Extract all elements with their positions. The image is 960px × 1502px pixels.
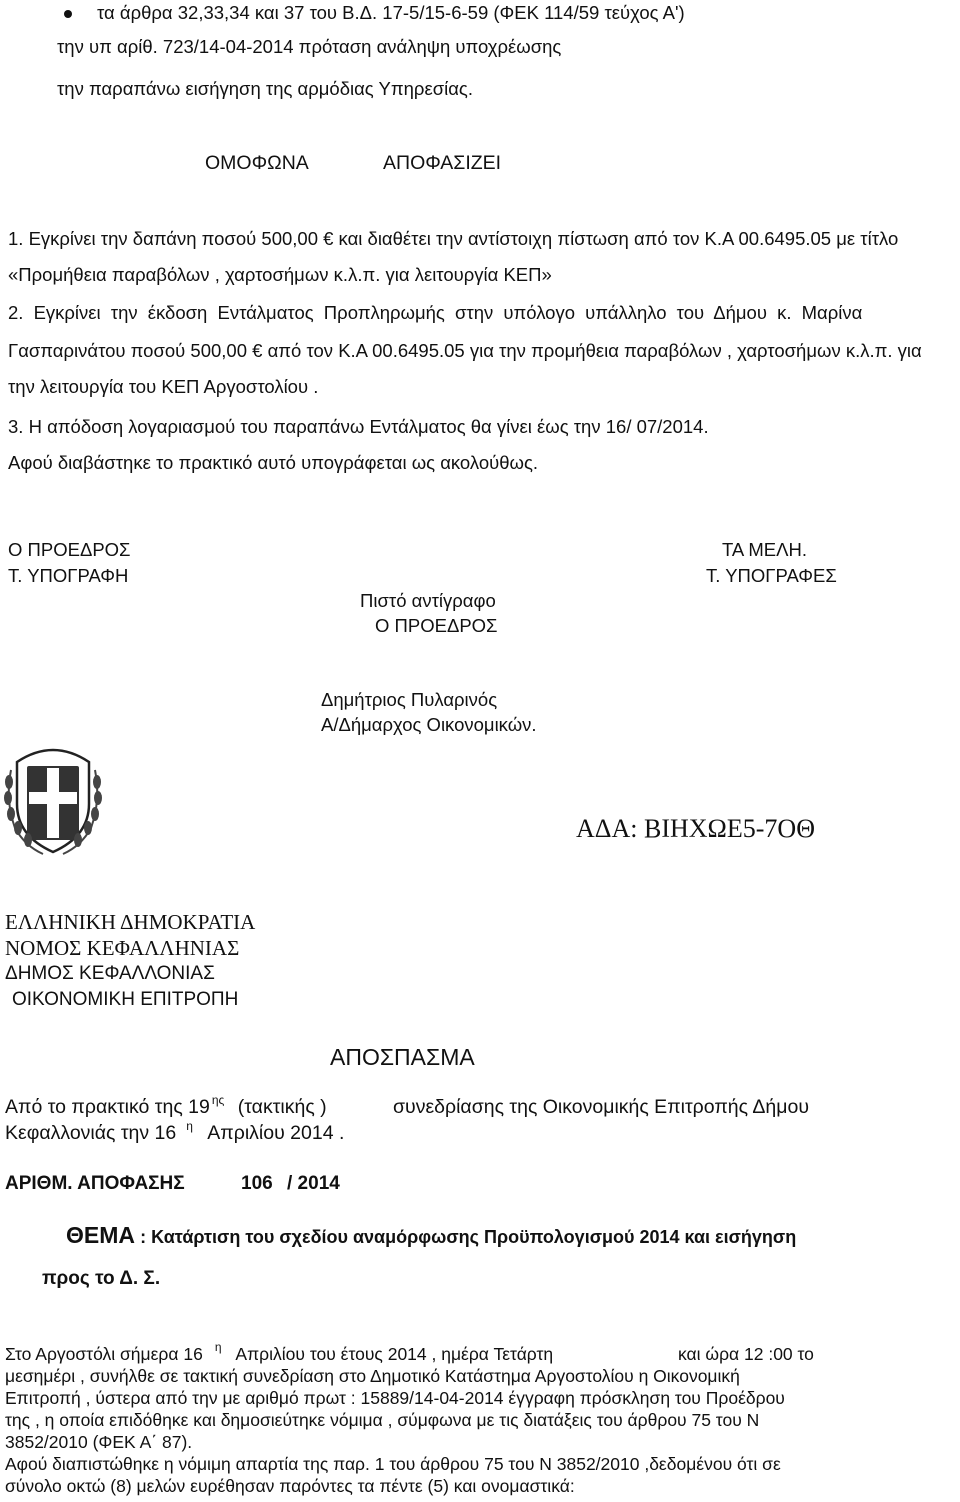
- president-signature: Τ. ΥΠΟΓΡΑΦΗ: [8, 565, 129, 586]
- header-prefecture: ΝΟΜΟΣ ΚΕΦΑΛΛΗΝΙΑΣ: [5, 936, 240, 960]
- subject-label: ΘΕΜΑ: [66, 1222, 135, 1248]
- body-line1-a: Στο Αργοστόλι σήμερα 16: [5, 1344, 203, 1364]
- extract-line1-a: Από το πρακτικό της 19: [5, 1096, 210, 1118]
- decision-year: / 2014: [287, 1173, 340, 1194]
- extract-line1-b: (τακτικής ): [237, 1096, 327, 1118]
- extract-line2: [5, 1119, 345, 1146]
- extract-line2-a: Κεφαλλονιάς την 16: [5, 1122, 177, 1144]
- body-line4: της , η οποία επιδόθηκε και δημοσιεύτηκε νόμιμα , σύμφωνα με τις διατάξεις του άρθρου 75 του Ν: [5, 1410, 760, 1430]
- body-line1-sup: η: [214, 1340, 222, 1354]
- signer-role: Α/Δήμαρχος Οικονομικών.: [321, 714, 537, 735]
- body-line1: [5, 1340, 554, 1367]
- extract-line1-c: συνεδρίασης της Οικονομικής Επιτροπής Δήμου: [393, 1096, 809, 1118]
- greek-coat-of-arms-icon: [3, 740, 103, 858]
- body-line6: Αφού διαπιστώθηκε η νόμιμη απαρτία της παρ. 1 του άρθρου 75 του Ν 3852/2010 ,δεδομένου ότι σε: [5, 1454, 781, 1474]
- body-line1-b: Απριλίου του έτους 2014 , ημέρα Τετάρτη: [235, 1344, 554, 1364]
- bullet-icon: [64, 10, 72, 18]
- unanimous-label: ΟΜΟΦΩΝΑ: [205, 152, 309, 174]
- extract-line1: [5, 1093, 327, 1120]
- decision-item-2-line3: την λειτουργία του ΚΕΠ Αργοστολίου .: [8, 376, 319, 397]
- decision-item-2-line2: Γασπαρινάτου ποσού 500,00 € από τον Κ.Α 00.6495.05 για την προμήθεια παραβόλων , χαρτοσήμων κ.λ.π. για: [8, 340, 922, 361]
- extract-line1-sup: ης: [211, 1093, 225, 1107]
- extract-line2-sup: η: [186, 1119, 193, 1133]
- extract-title: ΑΠΟΣΠΑΣΜΑ: [330, 1044, 475, 1070]
- decision-item-1-line1: 1. Εγκρίνει την δαπάνη ποσού 500,00 € και διαθέτει την αντίστοιχη πίστωση από τον Κ.Α 00.6495.05 με τίτλο: [8, 228, 899, 249]
- body-line3: Επιτροπή , ύστερα από την με αριθμό πρωτ : 15889/14-04-2014 έγγραφη πρόσκληση του Προέδρου: [5, 1388, 785, 1408]
- members-signature: Τ. ΥΠΟΓΡΑΦΕΣ: [706, 565, 837, 586]
- body-line5: 3852/2010 (ΦΕΚ Α΄ 87).: [5, 1432, 193, 1452]
- decision-item-1-line2: «Προμήθεια παραβόλων , χαρτοσήμων κ.λ.π. για λειτουργία ΚΕΠ»: [8, 264, 552, 285]
- closing-line: Αφού διαβάστηκε το πρακτικό αυτό υπογράφεται ως ακολούθως.: [8, 452, 539, 473]
- body-line2: μεσημέρι , συνήλθε σε τακτική συνεδρίαση στο Δημοτικό Κατάστημα Αργοστολίου η Οικονομική: [5, 1366, 740, 1386]
- ada-code: ΑΔΑ: ΒΙΗΧΩΕ5-7ΟΘ: [576, 814, 815, 843]
- decides-label: ΑΠΟΦΑΣΙΖΕΙ: [383, 152, 502, 174]
- decision-item-2-line1: 2. Εγκρίνει την έκδοση Εντάλματος Προπληρωμής στην υπόλογο υπάλληλο του Δήμου κ. Μαρίνα: [8, 302, 863, 323]
- legal-basis-line: τα άρθρα 32,33,34 και 37 του Β.Δ. 17-5/15-6-59 (ΦΕΚ 114/59 τεύχος Α'): [97, 2, 685, 23]
- true-copy-label: Πιστό αντίγραφο: [360, 590, 496, 611]
- subject-line1: [66, 1224, 796, 1248]
- signer-name: Δημήτριος Πυλαρινός: [321, 689, 498, 710]
- header-committee: ΟΙΚΟΝΟΜΙΚΗ ΕΠΙΤΡΟΠΗ: [12, 989, 239, 1010]
- members-title: ΤΑ ΜΕΛΗ.: [722, 539, 807, 560]
- recommendation-line: την παραπάνω εισήγηση της αρμόδιας Υπηρεσίας.: [57, 78, 473, 99]
- true-copy-president: Ο ΠΡΟΕΔΡΟΣ: [375, 615, 498, 636]
- president-title: Ο ΠΡΟΕΔΡΟΣ: [8, 539, 131, 560]
- decision-number: 106: [241, 1173, 273, 1194]
- subject-text1: : Κατάρτιση του σχεδίου αναμόρφωσης Προϋπολογισμού 2014 και εισήγηση: [140, 1227, 797, 1247]
- extract-line2-b: Απριλίου 2014 .: [207, 1122, 345, 1144]
- proposal-line: την υπ αρίθ. 723/14-04-2014 πρόταση ανάληψη υποχρέωσης: [57, 36, 562, 57]
- subject-text2: προς το Δ. Σ.: [42, 1268, 161, 1289]
- body-line7: σύνολο οκτώ (8) μελών ευρέθησαν παρόντες τα πέντε (5) και ονομαστικά:: [5, 1476, 575, 1496]
- body-line1-c: και ώρα 12 :00 το: [678, 1344, 814, 1364]
- header-municipality: ΔΗΜΟΣ ΚΕΦΑΛΛΟΝΙΑΣ: [5, 963, 215, 984]
- decision-number-label: ΑΡΙΘΜ. ΑΠΟΦΑΣΗΣ: [5, 1173, 185, 1194]
- decision-item-3: 3. Η απόδοση λογαριασμού του παραπάνω Εντάλματος θα γίνει έως την 16/ 07/2014.: [8, 416, 709, 437]
- header-republic: ΕΛΛΗΝΙΚΗ ΔΗΜΟΚΡΑΤΙΑ: [5, 910, 256, 934]
